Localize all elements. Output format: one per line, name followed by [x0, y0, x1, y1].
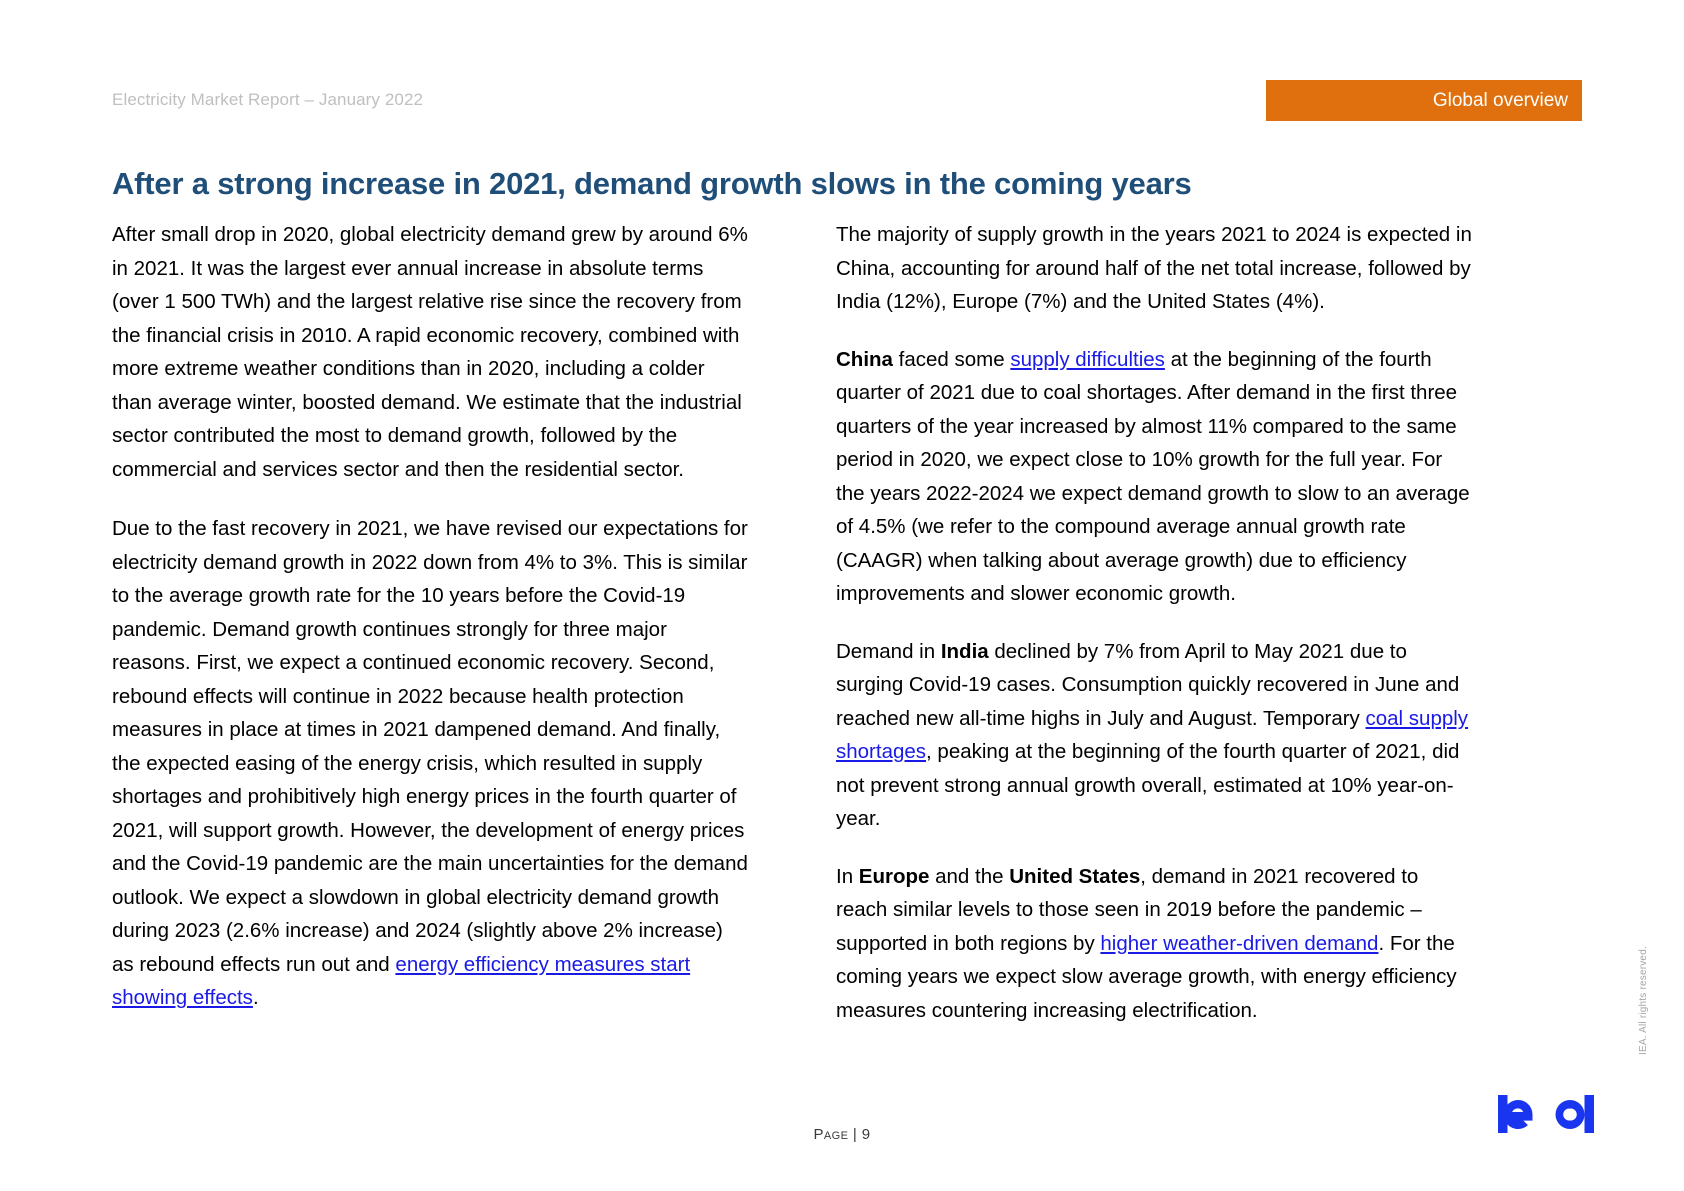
paragraph-right-2-text-a: faced some	[892, 347, 1011, 371]
section-badge	[1266, 80, 1582, 121]
link-energy-efficiency-measures[interactable]: energy efficiency measures start showing effects	[112, 952, 691, 1009]
paragraph-left-1: After small drop in 2020, global electricity demand grew by around 6% in 2021. It was the largest ever annual increase in absolute terms (over 1 500 TWh) and the largest relative rise since the recovery from the financial crisis in 2010. A rapid economic recovery, combined with more extreme weather conditions than in 2020, including a colder than average winter, boosted demand. We estimate that the industrial sector contributed the most to demand growth, followed by the commercial and services sector and then the residential sector.	[112, 223, 748, 481]
paragraph-right-3	[836, 635, 1472, 836]
paragraph-right-4-text-c: , demand in 2021 recovered to reach similar levels to those seen in 2019 before the pandemic – supported in both regions by	[836, 864, 1422, 955]
paragraph-right-1: The majority of supply growth in the years 2021 to 2024 is expected in China, accounting for around half of the net total increase, followed by India (12%), Europe (7%) and the United States (4%).	[836, 223, 1472, 313]
page-number: Page | 9	[813, 1126, 871, 1143]
paragraph-right-3-text-c: , peaking at the beginning of the fourth quarter of 2021, did not prevent strong annual growth overall, estimated at 10% year-on-year.	[836, 740, 1460, 830]
bold-china: China	[836, 347, 893, 371]
paragraph-right-4-text-b: and the	[929, 864, 1010, 888]
paragraph-right-3-text-b: declined by 7% from April to May 2021 due to surging Covid-19 cases. Consumption quickly recovered in June and reached new all-time highs in July and August. Temporary	[836, 639, 1460, 730]
paragraph-right-4-text-a: In	[836, 864, 859, 888]
paragraph-left-2-text-b: .	[252, 986, 259, 1009]
paragraph-right-2-text-b: at the beginning of the fourth quarter of 2021 due to coal shortages. After demand in the first three quarters of the year increased by almost 11% compared to the same period in 2020, we expect close to 10% growth for the full year. For the years 2022-2024 we expect demand growth to slow to an average of 4.5% (we refer to the compound average annual growth rate (CAAGR) when talking about average growth) due to efficiency improvements and slower economic growth.	[836, 347, 1470, 605]
paragraph-left-2-text-a: Due to the fast recovery in 2021, we have revised our expectations for electricity demand growth in 2022 down from 4% to 3%. This is similar to the average growth rate for the 10 years before the Covid-19 pandemic. Demand growth continues strongly for three major reasons. First, we expect a continued economic recovery. Second, rebound effects will continue in 2022 because health protection measures in place at times in 2021 dampened demand. And finally, the expected easing of the energy crisis, which resulted in supply shortages and prohibitively high energy prices in the fourth quarter of 2021, will support growth. However, the development of energy prices and the Covid-19 pandemic are the main uncertainties for the demand outlook. We expect a slowdown in global electricity demand growth during 2023 (2.6% increase) and 2024 (slightly above 2% increase) as rebound effects run out and	[112, 517, 748, 976]
paragraph-right-4-text-d: . For the coming years we expect slow average growth, with energy efficiency measures countering increasing electrification.	[836, 931, 1457, 1022]
iea-logo	[1498, 1093, 1594, 1135]
bold-india: India	[940, 639, 989, 663]
section-badge-label: Global overview	[1432, 89, 1568, 111]
paragraph-right-4	[836, 860, 1472, 1028]
page-title: After a strong increase in 2021, demand growth slows in the coming years	[112, 165, 1192, 201]
paragraph-left-2	[112, 512, 748, 1015]
link-supply-difficulties[interactable]: supply difficulties	[1010, 347, 1165, 371]
link-higher-weather-driven-demand[interactable]: higher weather-driven demand	[1100, 931, 1379, 955]
bold-europe: Europe	[858, 864, 930, 888]
paragraph-right-2	[836, 343, 1472, 611]
link-coal-supply-shortages[interactable]: coal supply shortages	[836, 706, 1469, 763]
rights-notice: IEA. All rights reserved.	[1638, 946, 1649, 1055]
left-column	[112, 218, 748, 1027]
paragraph-right-3-text-a: Demand in	[836, 639, 941, 663]
right-column	[836, 218, 1472, 1027]
bold-united-states: United States	[1009, 864, 1141, 888]
body-columns	[112, 218, 1472, 1027]
running-head: Electricity Market Report – January 2022	[112, 90, 424, 109]
